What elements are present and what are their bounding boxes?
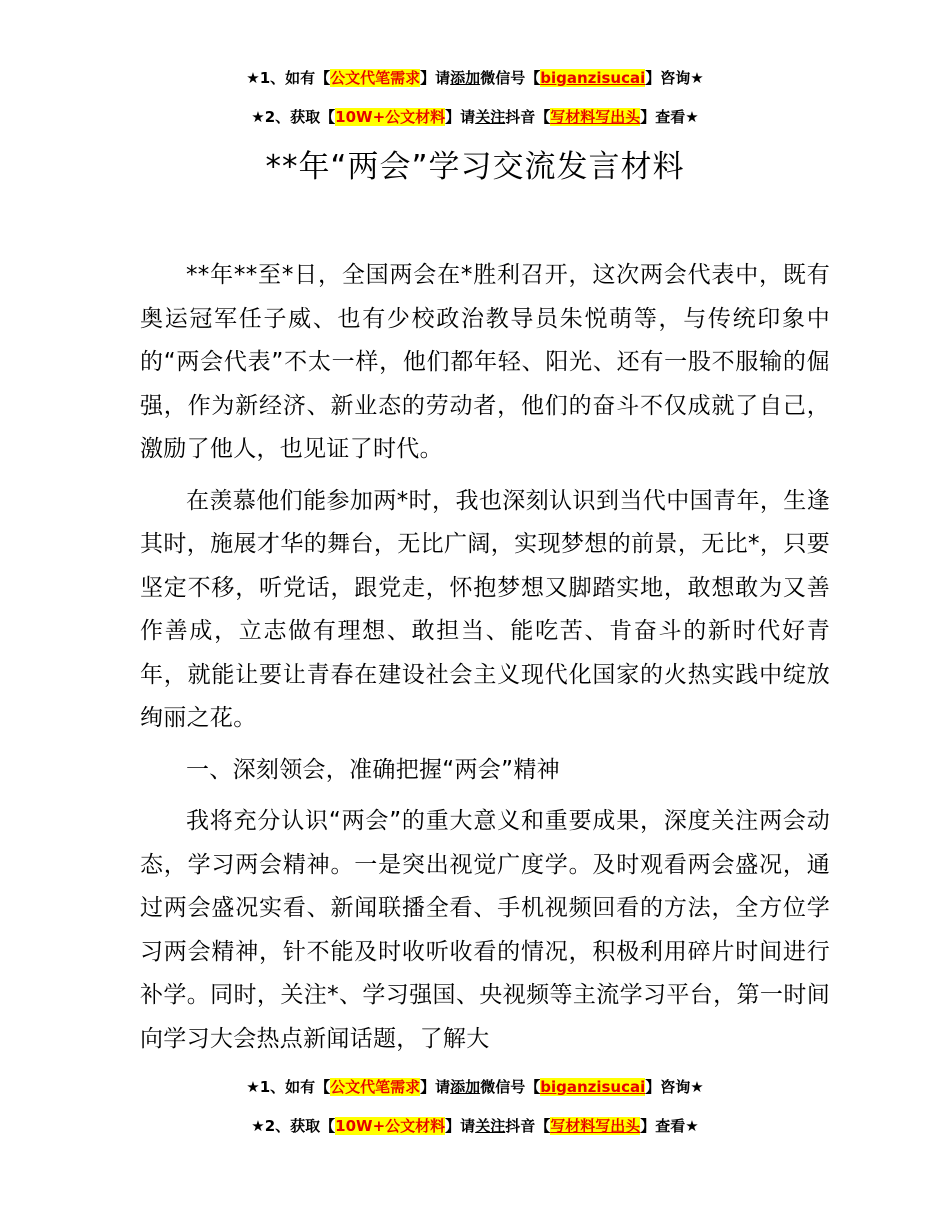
star-icon: ★ — [246, 1078, 260, 1096]
banner-highlight-wechat: biganzisucai — [540, 1078, 646, 1096]
banner-text: 2、获取【 — [264, 1117, 336, 1135]
star-icon: ★ — [251, 1117, 265, 1135]
banner-highlight: 公文代笔需求 — [330, 1078, 421, 1096]
bottom-banner-line-1 — [0, 1077, 950, 1097]
star-icon: ★ — [690, 69, 704, 87]
banner-highlight-douyin: 写材料写出头 — [550, 108, 641, 126]
banner-text: 1、如有【 — [259, 1078, 331, 1096]
banner-text: 】请 — [445, 108, 476, 126]
star-icon: ★ — [246, 69, 260, 87]
banner-text: 微信号【 — [480, 1078, 541, 1096]
banner-highlight: 公文代笔需求 — [330, 69, 421, 87]
banner-text: 】咨询 — [645, 1078, 691, 1096]
banner-text: 微信号【 — [480, 69, 541, 87]
body-paragraph: 我将充分认识“两会”的重大意义和重要成果，深度关注两会动态，学习两会精神。一是突出视觉广度学。及时观看两会盛况，通过两会盛况实看、新闻联播全看、手机视频回看的方法，全方位学习两会精神，针不能及时收听收看的情况，积极利用碎片时间进行补学。同时，关注*、学习强国、央视频等主流学习平台，第一时间向学习大会热点新闻话题，了解大 — [140, 808, 830, 1052]
bottom-banner-line-2 — [0, 1116, 950, 1136]
banner-text: 1、如有【 — [259, 69, 331, 87]
document-title: **年“两会”学习交流发言材料 — [265, 149, 685, 185]
star-icon: ★ — [690, 1078, 704, 1096]
banner-underlined: 关注 — [475, 1117, 506, 1135]
banner-text: 】查看 — [640, 108, 686, 126]
star-icon: ★ — [685, 108, 699, 126]
banner-text: 】请 — [420, 69, 451, 87]
banner-underlined: 添加 — [450, 69, 481, 87]
banner-text: 】请 — [420, 1078, 451, 1096]
banner-underlined: 添加 — [450, 1078, 481, 1096]
banner-highlight: 10W+公文材料 — [335, 1117, 446, 1135]
star-icon: ★ — [685, 1117, 699, 1135]
banner-text: 】查看 — [640, 1117, 686, 1135]
banner-text: 抖音【 — [505, 1117, 551, 1135]
banner-text: 2、获取【 — [264, 108, 336, 126]
banner-underlined: 关注 — [475, 108, 506, 126]
banner-highlight-wechat: biganzisucai — [540, 69, 646, 87]
banner-highlight-douyin: 写材料写出头 — [550, 1117, 641, 1135]
top-banner-line-1 — [0, 68, 950, 88]
top-banner-line-2 — [0, 107, 950, 127]
banner-text: 】请 — [445, 1117, 476, 1135]
document-body — [140, 254, 830, 1069]
banner-highlight: 10W+公文材料 — [335, 108, 446, 126]
banner-text: 抖音【 — [505, 108, 551, 126]
banner-text: 】咨询 — [645, 69, 691, 87]
body-paragraph: **年**至*日，全国两会在*胜利召开，这次两会代表中，既有奥运冠军任子威、也有少校政治教导员朱悦萌等，与传统印象中的“两会代表”不太一样，他们都年轻、阳光、还有一股不服输的倔强，作为新经济、新业态的劳动者，他们的奋斗不仅成就了自己，激励了他人，也见证了时代。 — [140, 262, 830, 462]
section-heading: 一、深刻领会，准确把握“两会”精神 — [186, 756, 560, 783]
body-paragraph: 在羡慕他们能参加两*时，我也深刻认识到当代中国青年，生逢其时，施展才华的舞台，无比广阔，实现梦想的前景，无比*，只要坚定不移，听党话，跟党走，怀抱梦想又脚踏实地，敢想敢为又善作善成，立志做有理想、敢担当、能吃苦、肯奋斗的新时代好青年，就能让要让青春在建设社会主义现代化国家的火热实践中绽放绚丽之花。 — [140, 487, 830, 731]
star-icon: ★ — [251, 108, 265, 126]
